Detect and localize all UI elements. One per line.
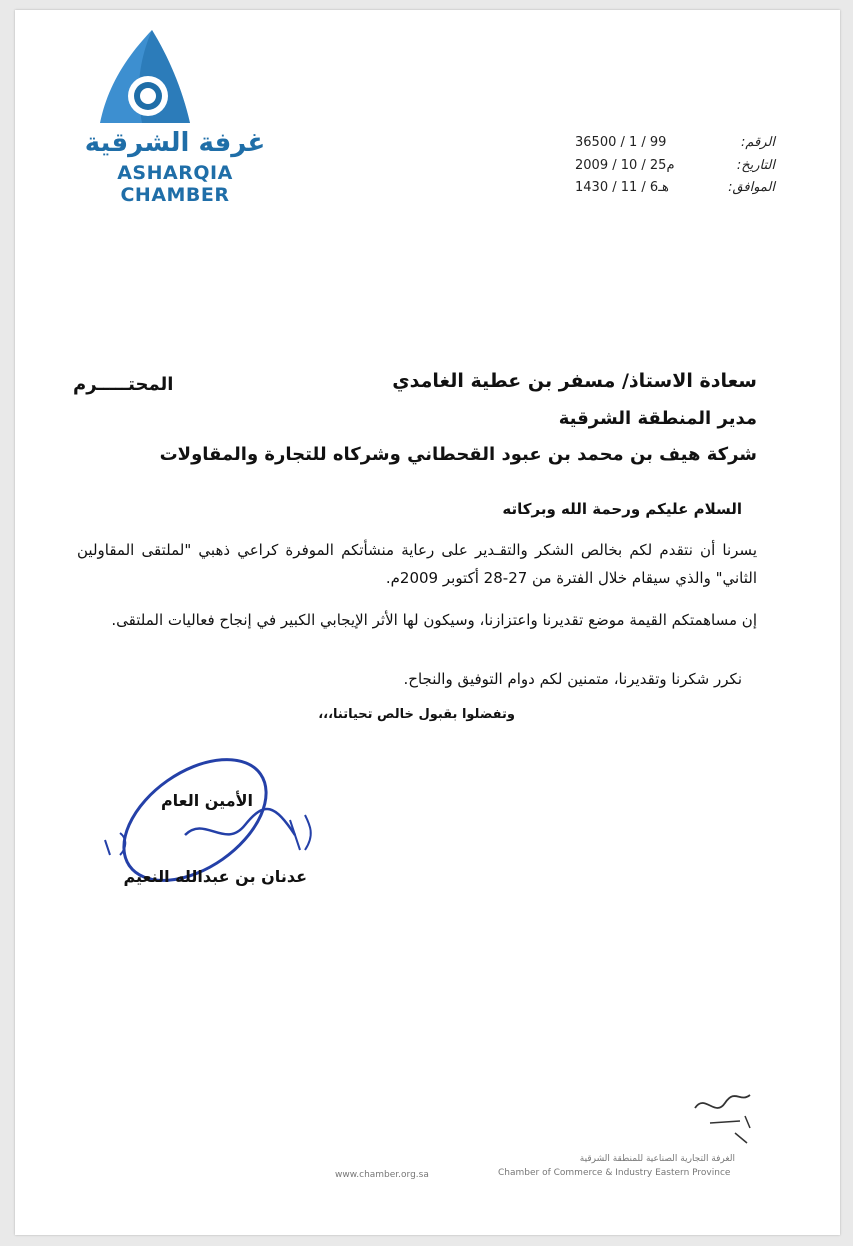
- reference-date-value: 2009 / 10 / 25م: [575, 158, 675, 173]
- reference-number: [575, 135, 775, 157]
- recipient-company: شركة هيف بن محمد بن عبود القحطاني وشركاه للتجارة والمقاولات: [159, 444, 757, 465]
- handwritten-note-icon: [685, 1088, 765, 1148]
- greeting: السلام عليكم ورحمة الله وبركاته: [502, 500, 742, 518]
- footer-website: www.chamber.org.sa: [335, 1170, 429, 1180]
- logo-latin-name: ASHARQIA CHAMBER: [117, 162, 233, 206]
- reference-number-value: 36500 / 1 / 99: [575, 135, 667, 150]
- signatory-position: الأمين العام: [160, 791, 253, 810]
- reference-date-label: التاريخ:: [736, 158, 775, 173]
- reference-hijri-value: 1430 / 11 / 6هـ: [575, 180, 669, 195]
- body-paragraph-1: يسرنا أن نتقدم لكم بخالص الشكر والتقـدير على رعاية منشأتكم الموفرة كراعي ذهبي "لملتقى المقاولين الثاني" والذي سيقام خلال الفترة من 27-28 أكتوبر 2009م.: [77, 541, 757, 587]
- footer-arabic-org: الغرفة التجارية الصناعية للمنطقة الشرقية: [579, 1154, 735, 1164]
- body-paragraph-3: نكرر شكرنا وتقديرنا، متمنين لكم دوام التوفيق والنجاح.: [403, 670, 742, 688]
- reference-number-label: الرقم:: [741, 135, 775, 150]
- reference-date: [575, 158, 775, 180]
- reference-hijri-label: الموافق:: [728, 180, 775, 195]
- letter-page: [15, 10, 840, 1235]
- closing-line: وتفضلوا بقبول خالص تحياتنا،،،: [318, 707, 515, 722]
- reference-hijri-date: [575, 180, 775, 202]
- signatory-name: عدنان بن عبدالله النعيم: [123, 867, 307, 886]
- recipient-title: مدير المنطقة الشرقية: [558, 408, 757, 429]
- recipient-name: سعادة الاستاذ/ مسفر بن عطية الغامدي: [392, 370, 757, 392]
- recipient-honorific: المحتـــــرم: [73, 374, 174, 395]
- body-paragraph-2: إن مساهمتكم القيمة موضع تقديرنا واعتزازنا، وسيكون لها الأثر الإيجابي الكبير في إنجاح فعاليات الملتقى.: [111, 611, 757, 629]
- footer-english-org: Chamber of Commerce & Industry Eastern Province: [498, 1168, 731, 1178]
- logo-arabic-name: غرفة الشرقية: [84, 128, 266, 158]
- chamber-logo-icon: [90, 28, 200, 128]
